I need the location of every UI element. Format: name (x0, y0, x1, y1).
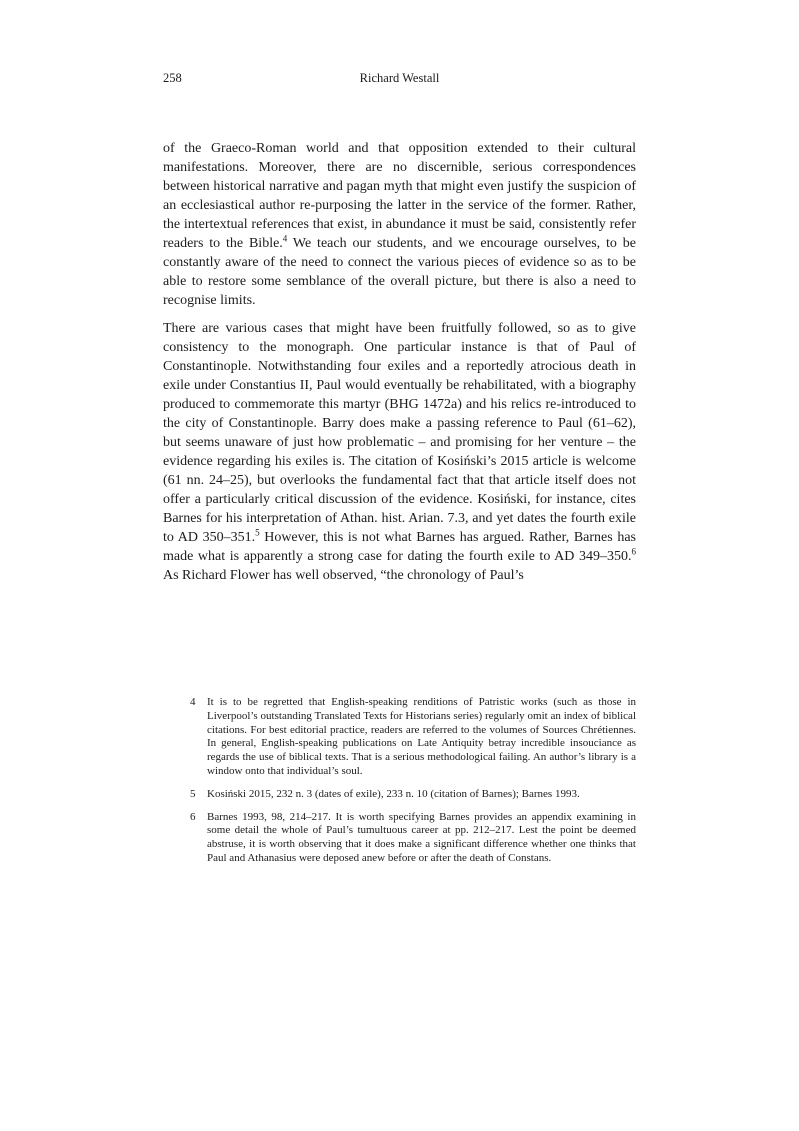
footnote-4 (190, 696, 636, 779)
page-header (163, 70, 636, 86)
paragraph-2-text-c: As Richard Flower has well observed, “the chronology of Paul’s (163, 568, 524, 583)
paragraph-2-text-a: There are various cases that might have been fruitfully followed, so as to give consistency to the monograph. One particular instance is that of Paul of Constantinople. Notwithstanding four exiles and a reportedly atrocious death in exile under Constantius II, Paul would eventually be rehabilitated, with a biography produced to commemorate this martyr (BHG 1472a) and his relics re-introduced to the city of Constantinople. Barry does make a passing reference to Paul (61–62), but seems unaware of just how problematic – and promising for her venture – the evidence regarding his exiles is. The citation of Kosiński’s 2015 article is welcome (61 nn. 24–25), but overlooks the fundamental fact that that article itself does not offer a particularly critical discussion of the evidence. Kosiński, for instance, cites Barnes for his interpretation of Athan. hist. Arian. 7.3, and yet dates the fourth exile to AD 350–351. (163, 321, 636, 545)
footnote-4-text: It is to be regretted that English-speaking renditions of Patristic works (such as those in Liverpool’s outstanding Translated Texts for Historians series) regularly omit an index of biblical citations. For best editorial practice, readers are referred to the volumes of Sources Chrétiennes. In general, English-speaking publications on Late Antiquity betray incredible insouciance as regards the use of biblical texts. That is a serious methodological failing. An author’s library is a window onto that individual’s soul. (207, 696, 636, 777)
footnote-5 (190, 788, 636, 802)
footnotes-block (190, 696, 636, 875)
footnote-ref-4: 4 (282, 233, 288, 244)
footnote-6 (190, 811, 636, 866)
paragraph-1-text-b: We teach our students, and we encourage ourselves, to be constantly aware of the need to connect the various pieces of evidence so as to be able to restore some semblance of the overall picture, but there is also a need to recognise limits. (163, 236, 636, 308)
paragraph-2-text-b: However, this is not what Barnes has argued. Rather, Barnes has made what is apparently a strong case for dating the fourth exile to AD 349–350. (163, 530, 637, 564)
paragraph-2 (163, 319, 636, 585)
footnote-ref-6: 6 (631, 546, 636, 557)
paragraph-1 (163, 139, 636, 310)
footnote-5-number: 5 (190, 787, 196, 800)
body-text (163, 139, 636, 585)
running-head-author: Richard Westall (359, 71, 440, 85)
paragraph-1-text-a: of the Graeco-Roman world and that opposition extended to their cultural manifestations. Moreover, there are no discernible, serious correspondences between historical narrative and pagan myth that might even justify the suspicion of an ecclesiastical author re-purposing the latter in the service of the former. Rather, the intertextual references that exist, in abundance it must be said, consistently refer readers to the Bible. (163, 141, 636, 251)
footnote-5-text: Kosiński 2015, 232 n. 3 (dates of exile), 233 n. 10 (citation of Barnes); Barnes 1993. (207, 787, 580, 800)
page-number: 258 (163, 71, 182, 85)
footnote-6-number: 6 (190, 810, 196, 823)
footnote-6-text: Barnes 1993, 98, 214–217. It is worth specifying Barnes provides an appendix examining in some detail the whole of Paul’s tumultuous career at pp. 212–217. Lest the point be deemed abstruse, it is worth observing that it does make a significant difference whether one thinks that Paul and Athanasius were deposed anew before or after the death of Constans. (207, 810, 636, 864)
footnote-ref-5: 5 (255, 527, 260, 538)
footnote-4-number: 4 (190, 696, 196, 708)
